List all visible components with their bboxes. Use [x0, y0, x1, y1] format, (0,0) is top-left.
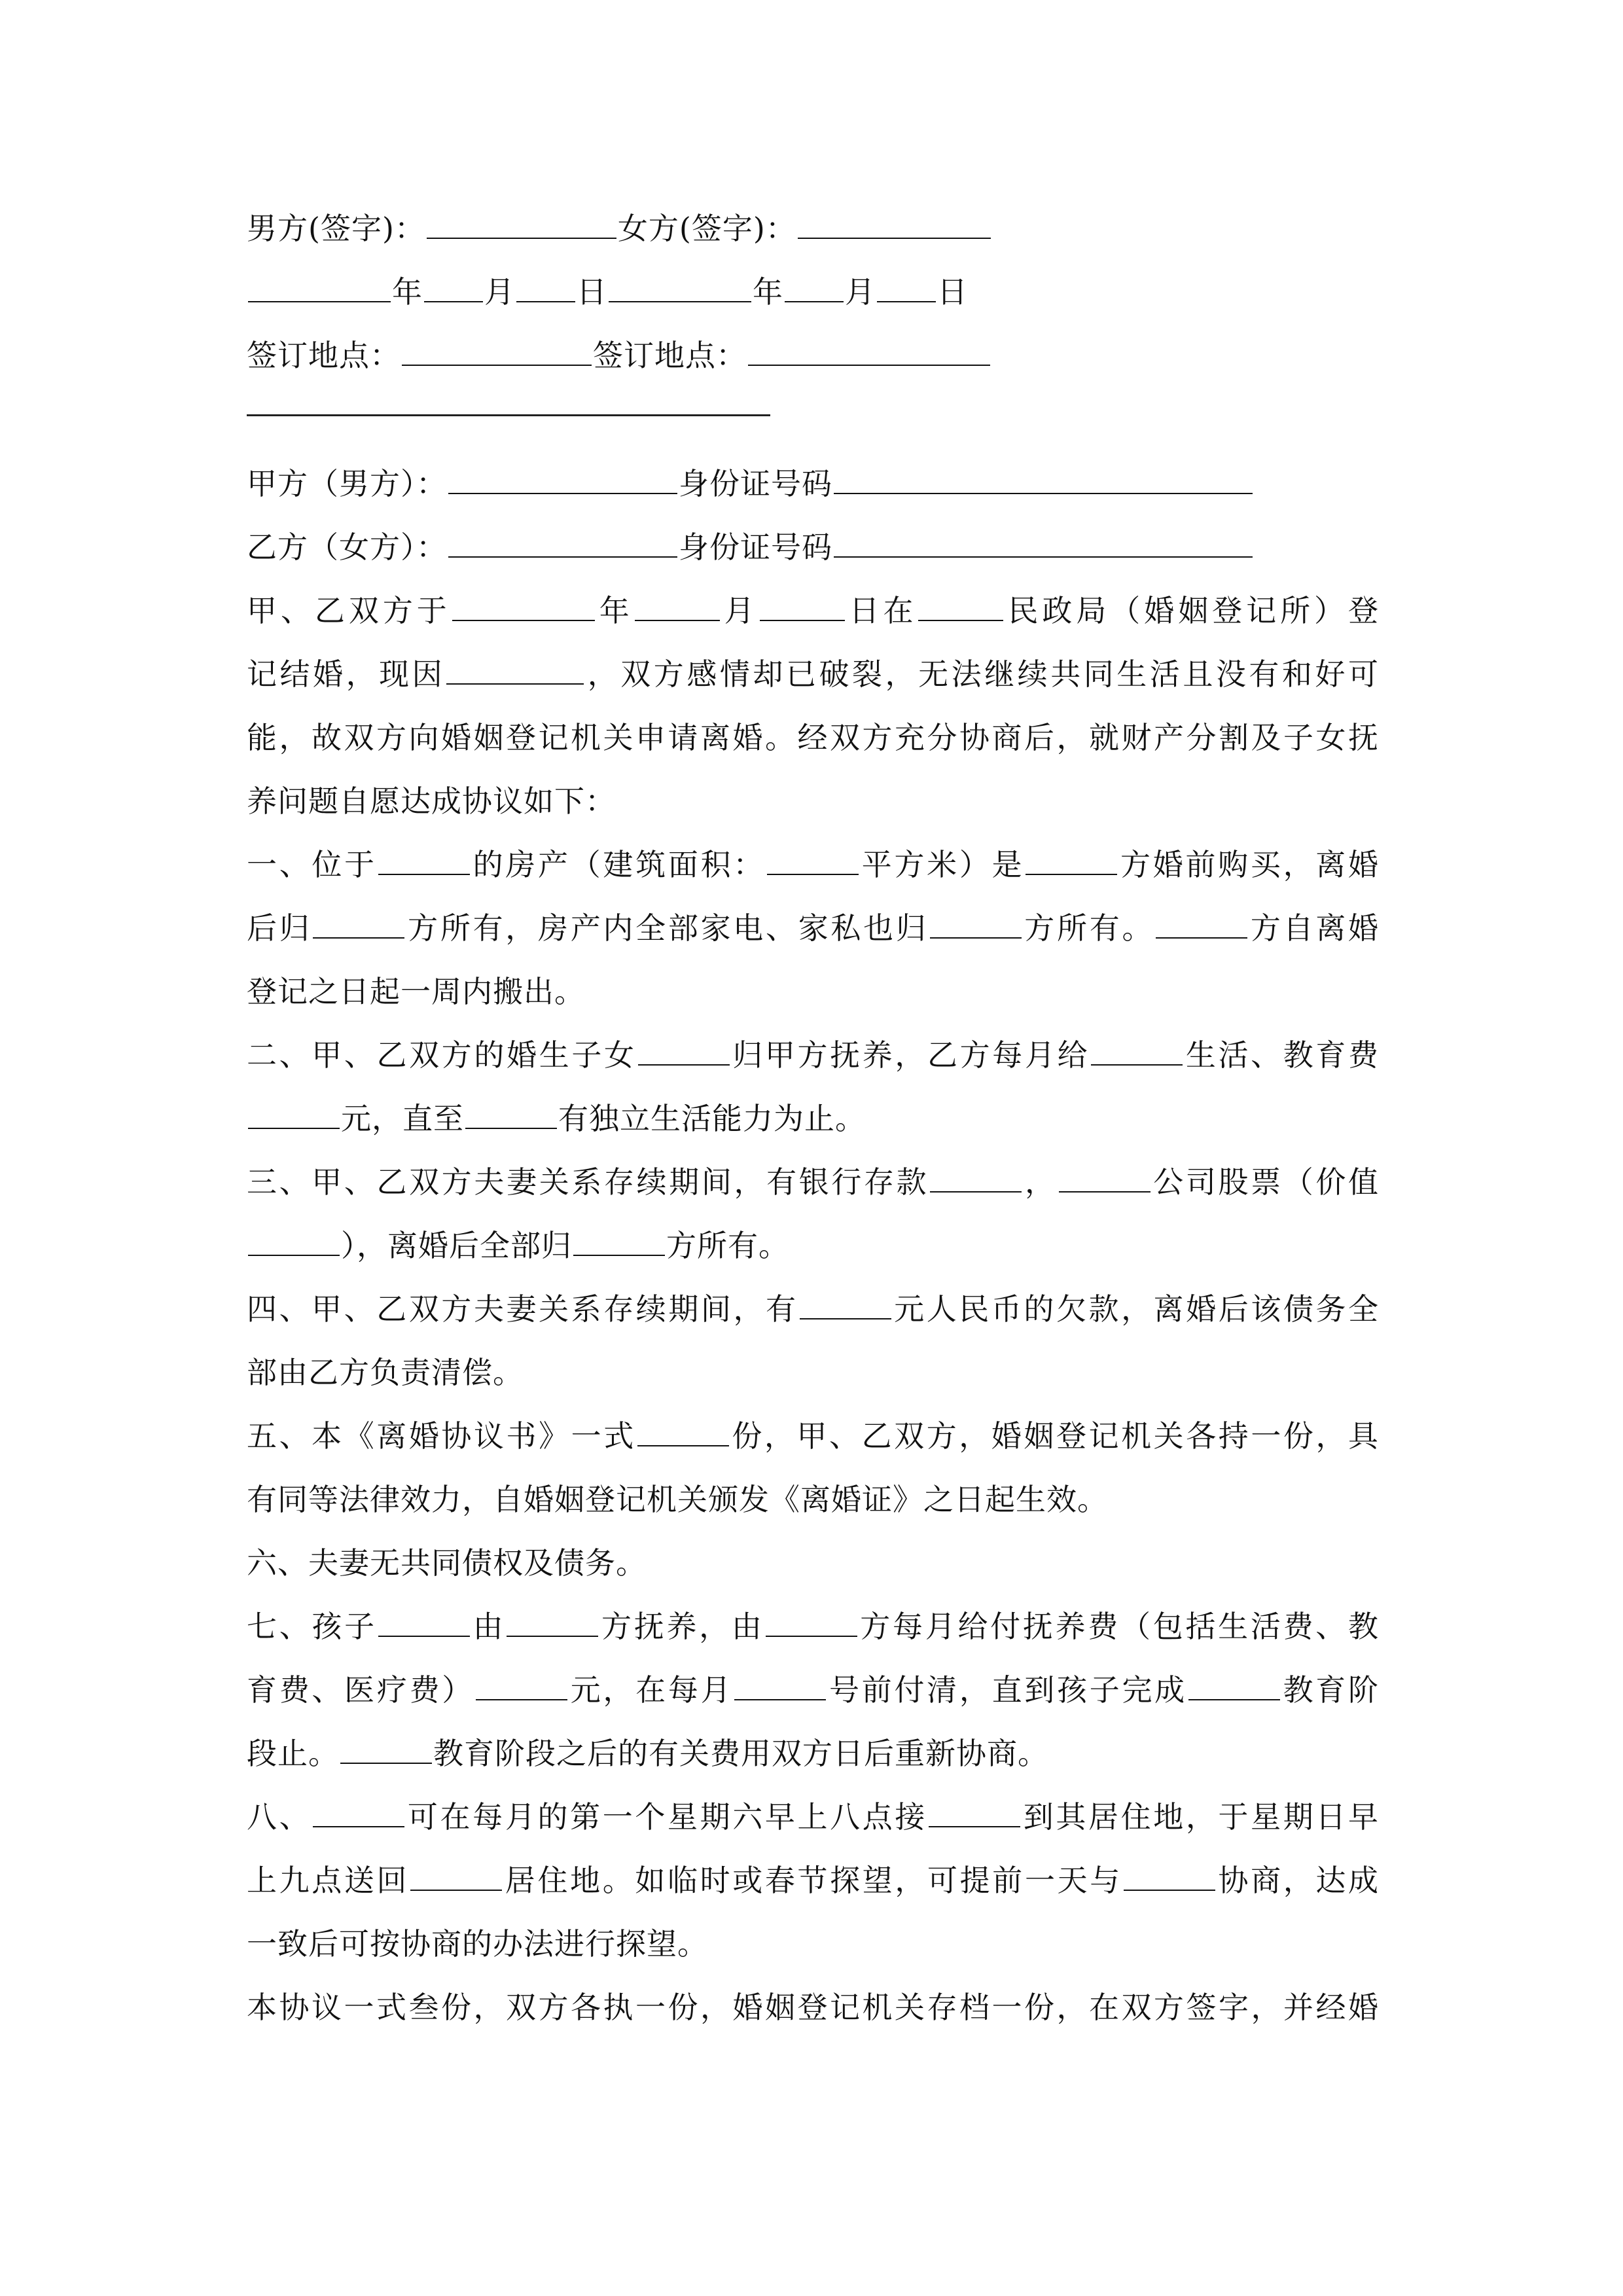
- body-text: 三、甲、乙双方夫妻关系存续期间，有银行存款: [247, 1164, 929, 1200]
- year-unit: 年: [753, 274, 783, 310]
- body-text: 登记之日起一周内搬出。: [247, 974, 585, 1009]
- body-text: 方所有。: [666, 1228, 789, 1263]
- year-blank[interactable]: [248, 276, 391, 302]
- id-label: 身份证号码: [679, 466, 832, 501]
- fill-blank[interactable]: [313, 912, 404, 939]
- fill-blank[interactable]: [507, 1611, 598, 1637]
- body-text: 份，甲、乙双方，婚姻登记机关各持一份，具: [730, 1418, 1379, 1454]
- fill-blank[interactable]: [1188, 1674, 1280, 1700]
- body-text: 方每月给付抚养费（包括生活费、教: [858, 1609, 1380, 1644]
- body-text: 居住地。如临时或春节探望，可提前一天与: [503, 1863, 1122, 1898]
- body-text: 号前付清，直到孩子完成: [827, 1672, 1187, 1708]
- place-label: 签订地点：: [593, 338, 747, 373]
- place-line: [247, 323, 1379, 387]
- party-a-id-blank[interactable]: [834, 468, 1253, 494]
- fill-blank[interactable]: [313, 1801, 404, 1827]
- year-unit: 年: [392, 274, 423, 310]
- date-line: [247, 260, 1379, 324]
- body-text: 元，在每月: [569, 1672, 734, 1708]
- body-text: 本协议一式叁份，双方各执一份，婚姻登记机关存档一份，在双方签字，并经婚: [247, 1990, 1379, 2025]
- body-text: 后归: [247, 910, 312, 946]
- clause-4-line: [247, 1340, 1379, 1405]
- body-text: 教育阶段之后的有关费用双方日后重新协商。: [433, 1736, 1048, 1771]
- clause-1-line: [247, 896, 1379, 960]
- fill-blank[interactable]: [248, 1230, 340, 1256]
- body-text: 上九点送回: [247, 1863, 410, 1898]
- day-unit: 日: [937, 274, 968, 310]
- fill-blank[interactable]: [930, 1166, 1022, 1193]
- body-text: 年: [596, 593, 633, 628]
- month-unit: 月: [484, 274, 515, 310]
- body-text: 五、本《离婚协议书》一式: [247, 1418, 636, 1454]
- fill-blank[interactable]: [1059, 1166, 1150, 1193]
- fill-blank[interactable]: [766, 1611, 857, 1637]
- body-text: 方所有，房产内全部家电、家私也归: [406, 910, 929, 946]
- fill-blank[interactable]: [476, 1674, 567, 1700]
- closing-line: [247, 1975, 1379, 2039]
- year-blank[interactable]: [609, 276, 751, 302]
- clause-5-line: [247, 1467, 1379, 1532]
- clause-2-line: [247, 1086, 1379, 1151]
- body-text: 方所有。: [1022, 910, 1155, 946]
- male-signature-label: 男方(签字)：: [247, 211, 425, 246]
- separator-dash-line: [247, 414, 770, 416]
- fill-blank[interactable]: [1091, 1039, 1183, 1066]
- body-line: [247, 642, 1379, 706]
- body-text: 方自离婚: [1249, 910, 1380, 946]
- clause-3-line: [247, 1213, 1379, 1278]
- body-text: 教育阶: [1281, 1672, 1380, 1708]
- body-text: 方抚养，由: [599, 1609, 764, 1644]
- fill-blank[interactable]: [800, 1293, 891, 1319]
- month-blank[interactable]: [424, 276, 483, 302]
- fill-blank[interactable]: [918, 595, 1003, 621]
- female-signature-label: 女方(签字)：: [617, 211, 796, 246]
- male-signature-blank[interactable]: [427, 213, 616, 239]
- fill-blank[interactable]: [446, 658, 584, 685]
- body-line: [247, 706, 1379, 770]
- clause-1-line: [247, 833, 1379, 897]
- fill-blank[interactable]: [637, 1420, 729, 1446]
- fill-blank[interactable]: [573, 1230, 665, 1256]
- fill-blank[interactable]: [635, 595, 720, 621]
- body-text: 育费、医疗费）: [247, 1672, 474, 1708]
- fill-blank[interactable]: [248, 1103, 340, 1129]
- clause-4-line: [247, 1277, 1379, 1341]
- fill-blank[interactable]: [1156, 912, 1247, 939]
- body-text: 方婚前购买，离婚: [1118, 847, 1380, 882]
- body-line: [247, 579, 1379, 643]
- fill-blank[interactable]: [452, 595, 595, 621]
- place-blank[interactable]: [402, 340, 592, 366]
- clause-1-line: [247, 960, 1379, 1024]
- clause-3-line: [247, 1150, 1379, 1214]
- body-text: 部由乙方负责清偿。: [247, 1355, 524, 1390]
- body-text: 二、甲、乙双方的婚生子女: [247, 1037, 637, 1073]
- body-text: 元，直至: [341, 1101, 464, 1136]
- fill-blank[interactable]: [767, 849, 859, 875]
- body-text: 四、甲、乙双方夫妻关系存续期间，有: [247, 1291, 798, 1327]
- party-a-name-blank[interactable]: [448, 468, 677, 494]
- fill-blank[interactable]: [465, 1103, 557, 1129]
- clause-6-line: [247, 1531, 1379, 1595]
- party-a-line: [247, 452, 1379, 516]
- fill-blank[interactable]: [378, 849, 470, 875]
- fill-blank[interactable]: [1124, 1865, 1215, 1891]
- body-text: 记结婚，现因: [247, 656, 446, 692]
- body-text: ），离婚后全部归: [341, 1228, 572, 1263]
- party-b-label: 乙方（女方）：: [247, 529, 447, 565]
- body-text: 由: [471, 1609, 506, 1644]
- body-text: 养问题自愿达成协议如下：: [247, 783, 616, 819]
- body-text: 八、: [247, 1799, 312, 1835]
- fill-blank[interactable]: [378, 1611, 470, 1637]
- body-text: 可在每月的第一个星期六早上八点接: [406, 1799, 928, 1835]
- body-text: 民政局（婚姻登记所）登: [1005, 593, 1380, 628]
- id-label: 身份证号码: [679, 529, 832, 565]
- body-text: 元人民币的欠款，离婚后该债务全: [892, 1291, 1379, 1327]
- month-blank[interactable]: [785, 276, 844, 302]
- day-unit: 日: [577, 274, 607, 310]
- body-text: 公司股票（价值: [1151, 1164, 1380, 1200]
- clause-7-line: [247, 1721, 1379, 1785]
- body-text: 一、位于: [247, 847, 377, 882]
- fill-blank[interactable]: [410, 1865, 502, 1891]
- signature-line: [247, 196, 1379, 260]
- body-text: 生活、教育费: [1184, 1037, 1380, 1073]
- party-b-id-blank[interactable]: [834, 531, 1253, 558]
- clause-7-line: [247, 1658, 1379, 1722]
- body-text: ，双方感情却已破裂，无法继续共同生活且没有和好可: [585, 656, 1380, 692]
- body-text: 七、孩子: [247, 1609, 377, 1644]
- body-text: 月: [721, 593, 758, 628]
- female-signature-blank[interactable]: [798, 213, 991, 239]
- fill-blank[interactable]: [929, 1801, 1020, 1827]
- fill-blank[interactable]: [638, 1039, 730, 1066]
- party-b-line: [247, 515, 1379, 579]
- party-a-label: 甲方（男方）：: [247, 466, 447, 501]
- clause-7-line: [247, 1594, 1379, 1659]
- month-unit: 月: [845, 274, 876, 310]
- body-text: 到其居住地，于星期日早: [1022, 1799, 1380, 1835]
- place-blank[interactable]: [748, 340, 990, 366]
- clause-8-line: [247, 1785, 1379, 1849]
- body-text: 协商，达成: [1216, 1863, 1380, 1898]
- day-blank[interactable]: [877, 276, 936, 302]
- body-text: 日在: [846, 593, 918, 628]
- clause-8-line: [247, 1912, 1379, 1976]
- body-text: 归甲方抚养，乙方每月给: [730, 1037, 1090, 1073]
- body-line: [247, 769, 1379, 833]
- body-text: 平方米）是: [860, 847, 1025, 882]
- clause-2-line: [247, 1023, 1379, 1087]
- fill-blank[interactable]: [1026, 849, 1117, 875]
- body-text: 有同等法律效力，自婚姻登记机关颁发《离婚证》之日起生效。: [247, 1482, 1108, 1517]
- body-text: 的房产（建筑面积：: [471, 847, 766, 882]
- day-blank[interactable]: [516, 276, 575, 302]
- body-text: 甲、乙双方于: [247, 593, 451, 628]
- fill-blank[interactable]: [930, 912, 1022, 939]
- party-b-name-blank[interactable]: [448, 531, 677, 558]
- body-text: ，: [1023, 1164, 1058, 1200]
- body-text: 段止。: [247, 1736, 339, 1771]
- fill-blank[interactable]: [760, 595, 845, 621]
- body-text: 一致后可按协商的办法进行探望。: [247, 1926, 708, 1962]
- clause-8-line: [247, 1848, 1379, 1912]
- body-text: 能，故双方向婚姻登记机关申请离婚。经双方充分协商后，就财产分割及子女抚: [247, 720, 1379, 755]
- body-text: 有独立生活能力为止。: [558, 1101, 866, 1136]
- body-text: 六、夫妻无共同债权及债务。: [247, 1545, 647, 1581]
- fill-blank[interactable]: [340, 1738, 432, 1764]
- clause-5-line: [247, 1404, 1379, 1468]
- fill-blank[interactable]: [734, 1674, 826, 1700]
- place-label: 签订地点：: [247, 338, 401, 373]
